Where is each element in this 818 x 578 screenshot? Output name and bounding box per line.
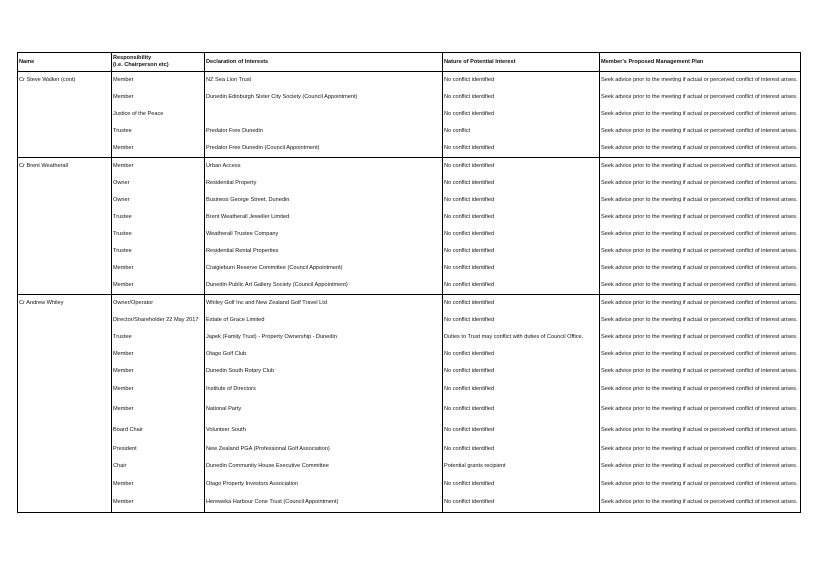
table-row xyxy=(18,329,801,346)
table-row xyxy=(18,363,801,380)
responsibility-cell: Trustee xyxy=(112,123,205,140)
responsibility-cell: Member xyxy=(112,493,205,512)
member-name-cell xyxy=(18,363,112,380)
management-plan-cell: Seek advice prior to the meeting if actual or perceived conflict of interest arises. xyxy=(600,380,801,399)
declaration-cell xyxy=(205,106,443,123)
responsibility-cell: Justice of the Peace xyxy=(112,106,205,123)
nature-cell: No conflict identified xyxy=(443,312,600,329)
management-plan-cell: Seek advice prior to the meeting if actual or perceived conflict of interest arises. xyxy=(600,399,801,420)
nature-cell: No conflict identified xyxy=(443,72,600,90)
member-name-cell xyxy=(18,441,112,458)
declaration-cell: Residential Rental Properties xyxy=(205,243,443,260)
responsibility-cell: Trustee xyxy=(112,226,205,243)
header-management-plan: Member's Proposed Management Plan xyxy=(600,53,801,72)
management-plan-cell: Seek advice prior to the meeting if actual or perceived conflict of interest arises. xyxy=(600,72,801,90)
declaration-cell: Predator Free Dunedin xyxy=(205,123,443,140)
declaration-cell: Residential Property xyxy=(205,175,443,192)
table-row xyxy=(18,346,801,363)
responsibility-cell: Chair xyxy=(112,458,205,475)
nature-cell: No conflict identified xyxy=(443,441,600,458)
management-plan-cell: Seek advice prior to the meeting if actual or perceived conflict of interest arises. xyxy=(600,123,801,140)
header-row xyxy=(18,53,801,72)
management-plan-cell: Seek advice prior to the meeting if actual or perceived conflict of interest arises. xyxy=(600,140,801,158)
interests-register-table xyxy=(17,52,801,513)
declaration-cell: Otago Golf Club xyxy=(205,346,443,363)
nature-cell: No conflict identified xyxy=(443,243,600,260)
declaration-cell: Estate of Grace Limited xyxy=(205,312,443,329)
member-name-cell xyxy=(18,493,112,512)
member-name-cell xyxy=(18,243,112,260)
table-row xyxy=(18,158,801,176)
member-name-cell xyxy=(18,89,112,106)
header-nature: Nature of Potential Interest xyxy=(443,53,600,72)
member-name-cell xyxy=(18,226,112,243)
table-row xyxy=(18,399,801,420)
declaration-cell: National Party xyxy=(205,399,443,420)
responsibility-cell: Member xyxy=(112,89,205,106)
table-row xyxy=(18,475,801,493)
responsibility-cell: Trustee xyxy=(112,329,205,346)
management-plan-cell: Seek advice prior to the meeting if actual or perceived conflict of interest arises. xyxy=(600,493,801,512)
table-row xyxy=(18,243,801,260)
responsibility-cell: President xyxy=(112,441,205,458)
nature-cell: No conflict identified xyxy=(443,346,600,363)
table-row xyxy=(18,89,801,106)
member-name-cell xyxy=(18,192,112,209)
management-plan-cell: Seek advice prior to the meeting if actual or perceived conflict of interest arises. xyxy=(600,89,801,106)
member-name-cell xyxy=(18,140,112,158)
management-plan-cell: Seek advice prior to the meeting if actual or perceived conflict of interest arises. xyxy=(600,260,801,277)
header-name: Name xyxy=(18,53,112,72)
table-row xyxy=(18,420,801,441)
declaration-cell: NZ Sea Lion Trust xyxy=(205,72,443,90)
table-row xyxy=(18,441,801,458)
table-row xyxy=(18,106,801,123)
member-name-cell xyxy=(18,458,112,475)
responsibility-cell: Member xyxy=(112,72,205,90)
declaration-cell: Dunedin Community House Executive Committee xyxy=(205,458,443,475)
management-plan-cell: Seek advice prior to the meeting if actual or perceived conflict of interest arises. xyxy=(600,175,801,192)
nature-cell: No conflict identified xyxy=(443,260,600,277)
declaration-cell: Hereweka Harbour Cone Trust (Council Appointment) xyxy=(205,493,443,512)
declaration-cell: Dunedin Edinburgh Sister City Society (Council Appointment) xyxy=(205,89,443,106)
declaration-cell: Whiley Golf Inc and New Zealand Golf Travel Ltd xyxy=(205,295,443,313)
declaration-cell: Japek (Family Trust) - Property Ownership - Dunedin xyxy=(205,329,443,346)
declaration-cell: Business George Street, Dunedin xyxy=(205,192,443,209)
management-plan-cell: Seek advice prior to the meeting if actual or perceived conflict of interest arises. xyxy=(600,458,801,475)
member-name-cell: Cr Steve Walker (cont) xyxy=(18,72,112,90)
responsibility-cell: Member xyxy=(112,475,205,493)
member-name-cell xyxy=(18,106,112,123)
declaration-cell: New Zealand PGA (Professional Golf Association) xyxy=(205,441,443,458)
header-responsibility: Responsibility (i.e. Chairperson etc) xyxy=(112,53,205,72)
declaration-cell: Volunteer South xyxy=(205,420,443,441)
responsibility-cell: Director/Shareholder 22 May 2017 xyxy=(112,312,205,329)
declaration-cell: Weatherall Trustee Company xyxy=(205,226,443,243)
management-plan-cell: Seek advice prior to the meeting if actual or perceived conflict of interest arises. xyxy=(600,192,801,209)
nature-cell: No conflict identified xyxy=(443,399,600,420)
responsibility-cell: Member xyxy=(112,260,205,277)
management-plan-cell: Seek advice prior to the meeting if actual or perceived conflict of interest arises. xyxy=(600,363,801,380)
responsibility-cell: Member xyxy=(112,140,205,158)
member-name-cell: Cr Brent Weatherall xyxy=(18,158,112,176)
management-plan-cell: Seek advice prior to the meeting if actual or perceived conflict of interest arises. xyxy=(600,209,801,226)
nature-cell: No conflict identified xyxy=(443,158,600,176)
member-name-cell xyxy=(18,346,112,363)
member-name-cell xyxy=(18,277,112,295)
member-name-cell xyxy=(18,312,112,329)
table-row xyxy=(18,260,801,277)
member-name-cell xyxy=(18,420,112,441)
table-row xyxy=(18,380,801,399)
member-name-cell xyxy=(18,399,112,420)
declaration-cell: Predator Free Dunedin (Council Appointment) xyxy=(205,140,443,158)
nature-cell: No conflict identified xyxy=(443,380,600,399)
management-plan-cell: Seek advice prior to the meeting if actual or perceived conflict of interest arises. xyxy=(600,475,801,493)
nature-cell: No conflict identified xyxy=(443,277,600,295)
nature-cell: No conflict xyxy=(443,123,600,140)
nature-cell: No conflict identified xyxy=(443,209,600,226)
management-plan-cell: Seek advice prior to the meeting if actual or perceived conflict of interest arises. xyxy=(600,106,801,123)
table-row xyxy=(18,277,801,295)
nature-cell: No conflict identified xyxy=(443,226,600,243)
nature-cell: No conflict identified xyxy=(443,175,600,192)
nature-cell: No conflict identified xyxy=(443,140,600,158)
nature-cell: No conflict identified xyxy=(443,192,600,209)
declaration-cell: Dunedin Public Art Gallery Society (Council Appointment) xyxy=(205,277,443,295)
responsibility-cell: Trustee xyxy=(112,243,205,260)
table-row xyxy=(18,312,801,329)
nature-cell: No conflict identified xyxy=(443,295,600,313)
table-row xyxy=(18,226,801,243)
member-name-cell xyxy=(18,329,112,346)
table-row xyxy=(18,295,801,313)
nature-cell: No conflict identified xyxy=(443,493,600,512)
management-plan-cell: Seek advice prior to the meeting if actual or perceived conflict of interest arises. xyxy=(600,158,801,176)
management-plan-cell: Seek advice prior to the meeting if actual or perceived conflict of interest arises. xyxy=(600,441,801,458)
header-declaration: Declaration of Interests xyxy=(205,53,443,72)
responsibility-cell: Trustee xyxy=(112,209,205,226)
nature-cell: No conflict identified xyxy=(443,89,600,106)
table-row xyxy=(18,72,801,90)
responsibility-cell: Member xyxy=(112,277,205,295)
table-row xyxy=(18,192,801,209)
member-name-cell xyxy=(18,209,112,226)
declaration-cell: Brent Weatherall Jeweller Limited xyxy=(205,209,443,226)
member-name-cell: Cr Andrew Whiley xyxy=(18,295,112,313)
table-row xyxy=(18,175,801,192)
table-row xyxy=(18,209,801,226)
nature-cell: No conflict identified xyxy=(443,106,600,123)
declaration-cell: Craigieburn Reserve Committee (Council Appointment) xyxy=(205,260,443,277)
responsibility-cell: Member xyxy=(112,158,205,176)
nature-cell: Duties to Trust may conflict with duties of Council Office. xyxy=(443,329,600,346)
nature-cell: No conflict identified xyxy=(443,420,600,441)
nature-cell: No conflict identified xyxy=(443,475,600,493)
management-plan-cell: Seek advice prior to the meeting if actual or perceived conflict of interest arises. xyxy=(600,329,801,346)
member-name-cell xyxy=(18,380,112,399)
responsibility-cell: Owner/Operator xyxy=(112,295,205,313)
management-plan-cell: Seek advice prior to the meeting if actual or perceived conflict of interest arises. xyxy=(600,420,801,441)
declaration-cell: Institute of Directors xyxy=(205,380,443,399)
management-plan-cell: Seek advice prior to the meeting if actual or perceived conflict of interest arises. xyxy=(600,295,801,313)
member-name-cell xyxy=(18,260,112,277)
responsibility-cell: Member xyxy=(112,363,205,380)
table-body xyxy=(18,72,801,513)
nature-cell: Potential grants recipient xyxy=(443,458,600,475)
declaration-cell: Otago Property Investors Association xyxy=(205,475,443,493)
responsibility-cell: Owner xyxy=(112,192,205,209)
member-name-cell xyxy=(18,123,112,140)
member-name-cell xyxy=(18,475,112,493)
table-row xyxy=(18,140,801,158)
table-row xyxy=(18,123,801,140)
responsibility-cell: Member xyxy=(112,346,205,363)
declaration-cell: Urban Access xyxy=(205,158,443,176)
management-plan-cell: Seek advice prior to the meeting if actual or perceived conflict of interest arises. xyxy=(600,312,801,329)
management-plan-cell: Seek advice prior to the meeting if actual or perceived conflict of interest arises. xyxy=(600,243,801,260)
responsibility-cell: Owner xyxy=(112,175,205,192)
nature-cell: No conflict identified xyxy=(443,363,600,380)
responsibility-cell: Member xyxy=(112,380,205,399)
responsibility-cell: Board Chair xyxy=(112,420,205,441)
table-row xyxy=(18,493,801,512)
responsibility-cell: Member xyxy=(112,399,205,420)
management-plan-cell: Seek advice prior to the meeting if actual or perceived conflict of interest arises. xyxy=(600,346,801,363)
table-row xyxy=(18,458,801,475)
member-name-cell xyxy=(18,175,112,192)
management-plan-cell: Seek advice prior to the meeting if actual or perceived conflict of interest arises. xyxy=(600,277,801,295)
management-plan-cell: Seek advice prior to the meeting if actual or perceived conflict of interest arises. xyxy=(600,226,801,243)
declaration-cell: Dunedin South Rotary Club xyxy=(205,363,443,380)
